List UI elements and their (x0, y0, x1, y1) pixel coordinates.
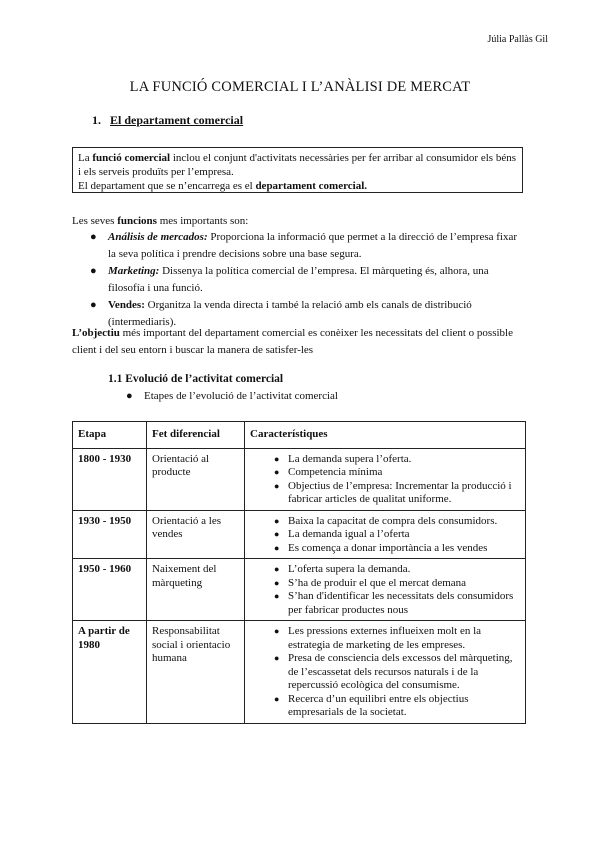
author-name: Júlia Pallàs Gil (487, 34, 548, 45)
function-text: Organitza la venda directa i també la relació amb els canals de distribució (intermediaris). (108, 299, 472, 328)
bullet-icon: ● (90, 265, 97, 277)
features-cell (245, 621, 526, 724)
table-row (73, 448, 526, 510)
page-title: LA FUNCIÓ COMERCIAL I L’ANÀLISI DE MERCAT (129, 79, 471, 95)
objective-paragraph (72, 325, 532, 359)
definition-line-1 (78, 151, 517, 179)
evolution-table (72, 421, 526, 724)
intro-text: mes importants son: (156, 215, 249, 227)
functions-intro (72, 214, 532, 229)
section-heading (92, 113, 243, 128)
features-cell (245, 448, 526, 510)
column-header: Etapa (73, 422, 147, 449)
intro-text: Les seves (72, 215, 118, 227)
bullet-icon: ● (126, 390, 133, 402)
objective-term: L’objectiu (72, 327, 120, 339)
definition-term: departament comercial. (255, 180, 368, 192)
function-text: Dissenya la política comercial de l’empresa. El màrqueting és, alhora, una filosofía i una funció. (108, 265, 489, 294)
table-row (73, 510, 526, 559)
definition-text: El departament que se n’encarrega es el (78, 180, 256, 192)
definition-text: La (78, 152, 93, 164)
objective-text: més important del departament comercial es conèixer les necessitats del client o possible client i del seu entorn i buscar la manera de satisfer-les (72, 327, 513, 356)
table-header-row (73, 422, 526, 449)
bullet-icon: ● (90, 299, 97, 311)
list-item: ● Es comença a donar importància a les vendes (274, 542, 521, 556)
fact-cell: Naixement del màrqueting (147, 559, 245, 621)
fact-cell: Orientació al producte (147, 448, 245, 510)
subsection-bullet-text: Etapes de l’evolució de l’activitat comercial (144, 390, 338, 402)
features-cell (245, 559, 526, 621)
list-item: ● Objectius de l’empresa: Incrementar la producció i fabricar articles de qualitat uniforme. (274, 480, 521, 507)
section-title: El departament comercial (110, 113, 244, 127)
list-item: ● La demanda igual a l’oferta (274, 528, 521, 542)
function-term: Análisis de mercados: (108, 231, 208, 243)
definition-box (72, 147, 523, 193)
list-item: ● La demanda supera l’oferta. (274, 453, 521, 467)
definition-line-2 (78, 179, 517, 193)
period-cell: 1950 - 1960 (73, 559, 147, 621)
list-item: ● S’han d'identificar les necessitats dels consumidors per fabricar productes nous (274, 590, 521, 617)
function-term: Vendes: (108, 299, 145, 311)
list-item (72, 229, 527, 263)
table-row (73, 559, 526, 621)
definition-text: inclou el conjunt d'activitats necessàries per fer arribar al consumidor els béns i els serveis produïts per l’empresa. (78, 152, 516, 178)
subsection-heading: 1.1 Evolució de l’activitat comercial (108, 373, 284, 385)
list-item: ● Baixa la capacitat de compra dels consumidors. (274, 515, 521, 529)
list-item (72, 263, 527, 297)
column-header: Característiques (245, 422, 526, 449)
definition-term: funció comercial (92, 152, 171, 164)
bullet-icon: ● (90, 231, 97, 243)
features-cell (245, 510, 526, 559)
period-cell: 1800 - 1930 (73, 448, 147, 510)
list-item: ● Les pressions externes influeixen molt en la estrategia de marketing de les empreses. (274, 625, 521, 652)
function-term: Marketing: (108, 265, 160, 277)
list-item: ● Competencia mínima (274, 466, 521, 480)
intro-term: funcions (117, 215, 157, 227)
period-cell: 1930 - 1950 (73, 510, 147, 559)
function-text: Proporciona la informació que permet a la direcció de l’empresa fixar la seva política i prendre decisions sobre una base segura. (108, 231, 518, 260)
table-row (73, 621, 526, 724)
section-number: 1. (92, 113, 101, 127)
column-header: Fet diferencial (147, 422, 245, 449)
list-item: ● Presa de consciencia dels excessos del màrqueting, de l’escassetat dels recursos naturals i de la repercussió ecològica del consumisme. (274, 652, 521, 693)
list-item: ● Recerca d’un equilibri entre els objectius empresarials de la societat. (274, 693, 521, 720)
list-item: ● S’ha de produir el que el mercat demana (274, 577, 521, 591)
fact-cell: Responsabilitat social i orientacio humana (147, 621, 245, 724)
fact-cell: Orientació a les vendes (147, 510, 245, 559)
functions-list (72, 229, 527, 331)
period-cell: A partir de 1980 (73, 621, 147, 724)
list-item: ● L’oferta supera la demanda. (274, 563, 521, 577)
subsection-bullet (126, 390, 338, 402)
